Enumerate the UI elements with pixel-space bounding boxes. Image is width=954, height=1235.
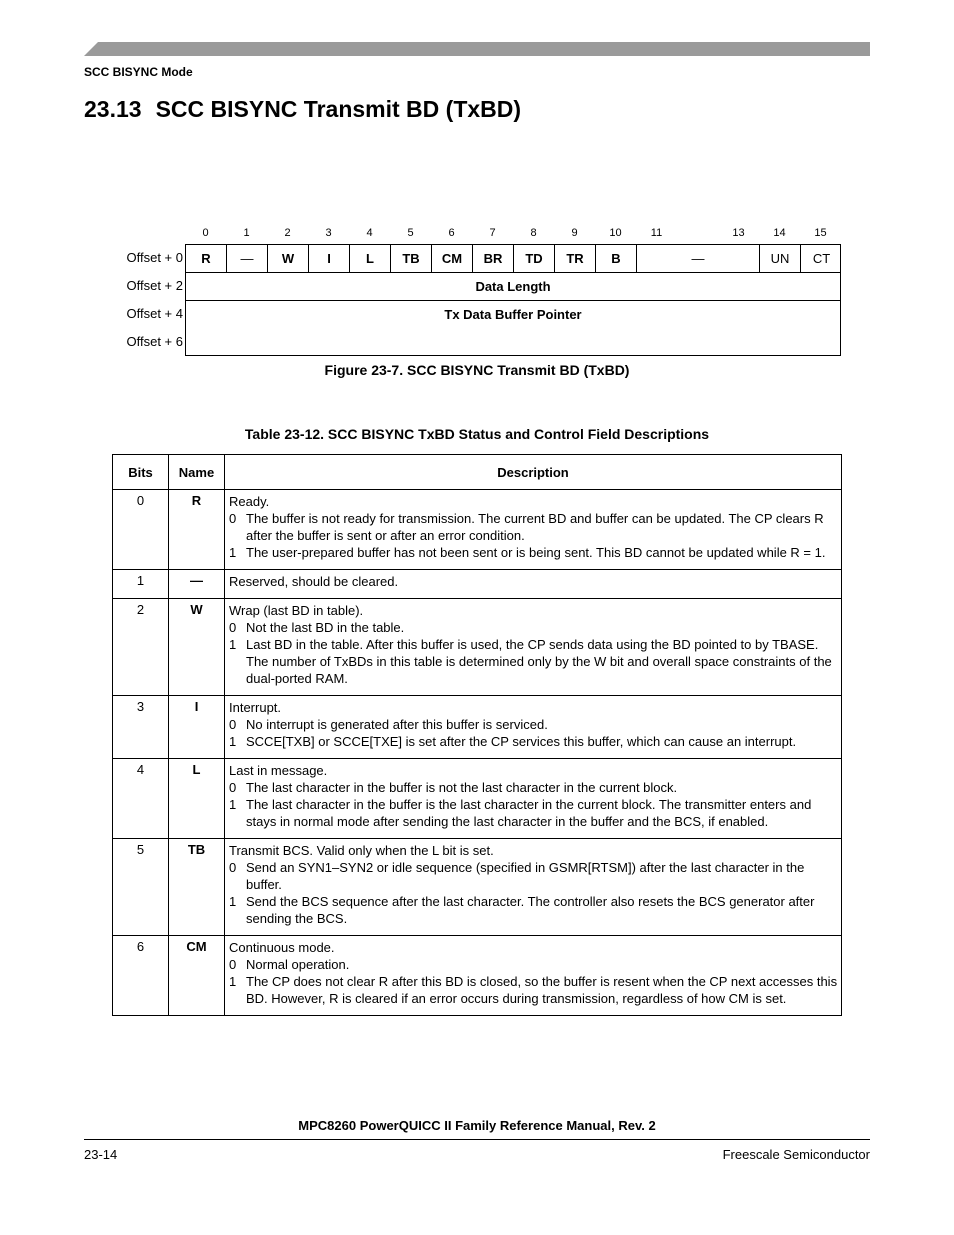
option-text: Normal operation.: [246, 957, 350, 972]
register-field: R: [186, 245, 227, 272]
table-header-row: [113, 455, 842, 490]
table-row: [113, 570, 842, 599]
bit-number: 7: [489, 227, 496, 239]
table-row: [113, 936, 842, 1016]
value-option: [229, 636, 838, 687]
cell-description: [225, 839, 842, 936]
value-option: [229, 544, 838, 561]
cell-bits: 1: [113, 570, 169, 599]
bit-number: 9: [571, 227, 578, 239]
register-field: CT: [812, 251, 831, 266]
cell-bits: 5: [113, 839, 169, 936]
option-text: The last character in the buffer is not the last character in the current block.: [246, 780, 678, 795]
description-text: Transmit BCS. Valid only when the L bit is set.: [229, 843, 494, 858]
table-row: [113, 490, 842, 570]
cell-bits: 0: [113, 490, 169, 570]
data-length-field: Data Length: [186, 273, 840, 301]
register-field: UN: [760, 245, 801, 272]
value-option: [229, 779, 838, 796]
option-value: 0: [229, 957, 237, 972]
bit-number: 13: [732, 227, 745, 239]
footer-rule: [84, 1139, 870, 1140]
bit-number: 0: [202, 227, 209, 239]
table-row: [113, 599, 842, 696]
option-text: Send an SYN1–SYN2 or idle sequence (specified in GSMR[RTSM]) after the last character in the buffer.: [246, 860, 805, 892]
bit-number: 3: [325, 227, 332, 239]
cell-name: R: [169, 490, 225, 570]
value-option: [229, 619, 838, 636]
description-text: Continuous mode.: [229, 940, 335, 955]
register-field: TR: [555, 245, 596, 272]
option-text: The CP does not clear R after this BD is closed, so the buffer is resent when the CP next accesses this BD. However, R is cleared if an error occurs during transmission, regardless of how CM is set.: [246, 974, 838, 1006]
offset-label: Offset + 4: [126, 306, 183, 321]
description-text: Reserved, should be cleared.: [229, 574, 399, 589]
section-number: 23.13: [84, 96, 142, 122]
table-caption: Table 23-12. SCC BISYNC TxBD Status and Control Field Descriptions: [244, 426, 710, 442]
value-option: [229, 956, 838, 973]
register-diagram: [185, 244, 841, 356]
offset-label: Offset + 6: [126, 334, 183, 349]
offset-label: Offset + 0: [126, 250, 183, 265]
cell-name: I: [169, 696, 225, 759]
tx-data-buffer-pointer-field: Tx Data Buffer Pointer: [444, 307, 582, 322]
option-value: 1: [229, 974, 237, 989]
register-field: —: [637, 245, 760, 272]
offset-labels: [100, 244, 183, 356]
option-value: 1: [229, 637, 237, 652]
cell-description: [225, 570, 842, 599]
register-field: TB: [391, 245, 432, 272]
option-value: 0: [229, 780, 237, 795]
register-field: I: [309, 245, 350, 272]
bit-number: 11: [650, 227, 663, 239]
bit-numbers: [185, 227, 841, 241]
description-text: Wrap (last BD in table).: [229, 603, 364, 618]
option-value: 1: [229, 797, 237, 812]
description-text: Last in message.: [229, 763, 328, 778]
cell-bits: 6: [113, 936, 169, 1016]
section-header: SCC BISYNC Mode: [84, 65, 193, 79]
table-row: [113, 839, 842, 936]
bit-number: 5: [407, 227, 414, 239]
cell-name: W: [169, 599, 225, 696]
option-text: Last BD in the table. After this buffer is used, the CP sends data using the BD pointed to by TBASE. The number of TxBDs in this table is determined only by the W bit and overall space constraints of the dual-ported RAM.: [246, 637, 832, 686]
cell-description: [225, 759, 842, 839]
header-bar: [84, 42, 870, 56]
register-field: W: [268, 245, 309, 272]
option-value: 1: [229, 734, 237, 749]
option-text: No interrupt is generated after this buffer is serviced.: [246, 717, 548, 732]
figure-caption: Figure 23-7. SCC BISYNC Transmit BD (TxBD): [324, 362, 630, 378]
company-name: Freescale Semiconductor: [722, 1147, 870, 1162]
cell-bits: 4: [113, 759, 169, 839]
register-field: TD: [514, 245, 555, 272]
page-number: 23-14: [84, 1147, 118, 1162]
value-option: [229, 859, 838, 893]
offset-label: Offset + 2: [126, 278, 183, 293]
option-value: 0: [229, 620, 237, 635]
option-text: Send the BCS sequence after the last character. The controller also resets the BCS generator after sending the BCS.: [246, 894, 815, 926]
cell-name: —: [169, 570, 225, 599]
register-field: L: [350, 245, 391, 272]
bit-number: 10: [609, 227, 622, 239]
header-name: Name: [169, 455, 225, 490]
bit-number: 8: [530, 227, 537, 239]
value-option: [229, 716, 838, 733]
bit-number: 1: [243, 227, 250, 239]
cell-name: CM: [169, 936, 225, 1016]
option-value: 0: [229, 860, 237, 875]
cell-description: [225, 936, 842, 1016]
status-control-row: [186, 245, 840, 273]
value-option: [229, 796, 838, 830]
register-field: B: [596, 245, 637, 272]
cell-bits: 3: [113, 696, 169, 759]
description-text: Interrupt.: [229, 700, 282, 715]
option-value: 0: [229, 717, 237, 732]
option-value: 1: [229, 545, 237, 560]
bit-number: 4: [366, 227, 373, 239]
cell-bits: 2: [113, 599, 169, 696]
cell-description: [225, 696, 842, 759]
cell-name: TB: [169, 839, 225, 936]
page-title: [84, 96, 521, 123]
option-value: 0: [229, 511, 237, 526]
description-text: Ready.: [229, 494, 270, 509]
cell-description: [225, 599, 842, 696]
value-option: [229, 973, 838, 1007]
register-field: CM: [432, 245, 473, 272]
register-field: BR: [473, 245, 514, 272]
register-field: —: [227, 245, 268, 272]
cell-description: [225, 490, 842, 570]
option-text: The buffer is not ready for transmission. The current BD and buffer can be updated. The CP clears R after the buffer is sent or after an error condition.: [246, 511, 824, 543]
option-text: The user-prepared buffer has not been sent or is being sent. This BD cannot be updated while R = 1.: [246, 545, 826, 560]
option-text: SCCE[TXB] or SCCE[TXE] is set after the CP services this buffer, which can cause an interrupt.: [246, 734, 797, 749]
footer-title: MPC8260 PowerQUICC II Family Reference Manual, Rev. 2: [298, 1118, 656, 1133]
value-option: [229, 733, 838, 750]
header-description: Description: [225, 455, 842, 490]
value-option: [229, 510, 838, 544]
bit-number: 6: [448, 227, 455, 239]
table-row: [113, 759, 842, 839]
field-description-table: [112, 454, 842, 1016]
cell-name: L: [169, 759, 225, 839]
header-bits: Bits: [113, 455, 169, 490]
bit-number: 15: [814, 227, 827, 239]
bit-number: 14: [773, 227, 786, 239]
option-text: Not the last BD in the table.: [246, 620, 405, 635]
bit-number: 2: [284, 227, 291, 239]
option-text: The last character in the buffer is the last character in the current block. The transmitter enters and stays in normal mode after sending the last character in the buffer and the BCS, if enabled.: [246, 797, 812, 829]
value-option: [229, 893, 838, 927]
option-value: 1: [229, 894, 237, 909]
section-title: SCC BISYNC Transmit BD (TxBD): [155, 96, 522, 122]
table-row: [113, 696, 842, 759]
